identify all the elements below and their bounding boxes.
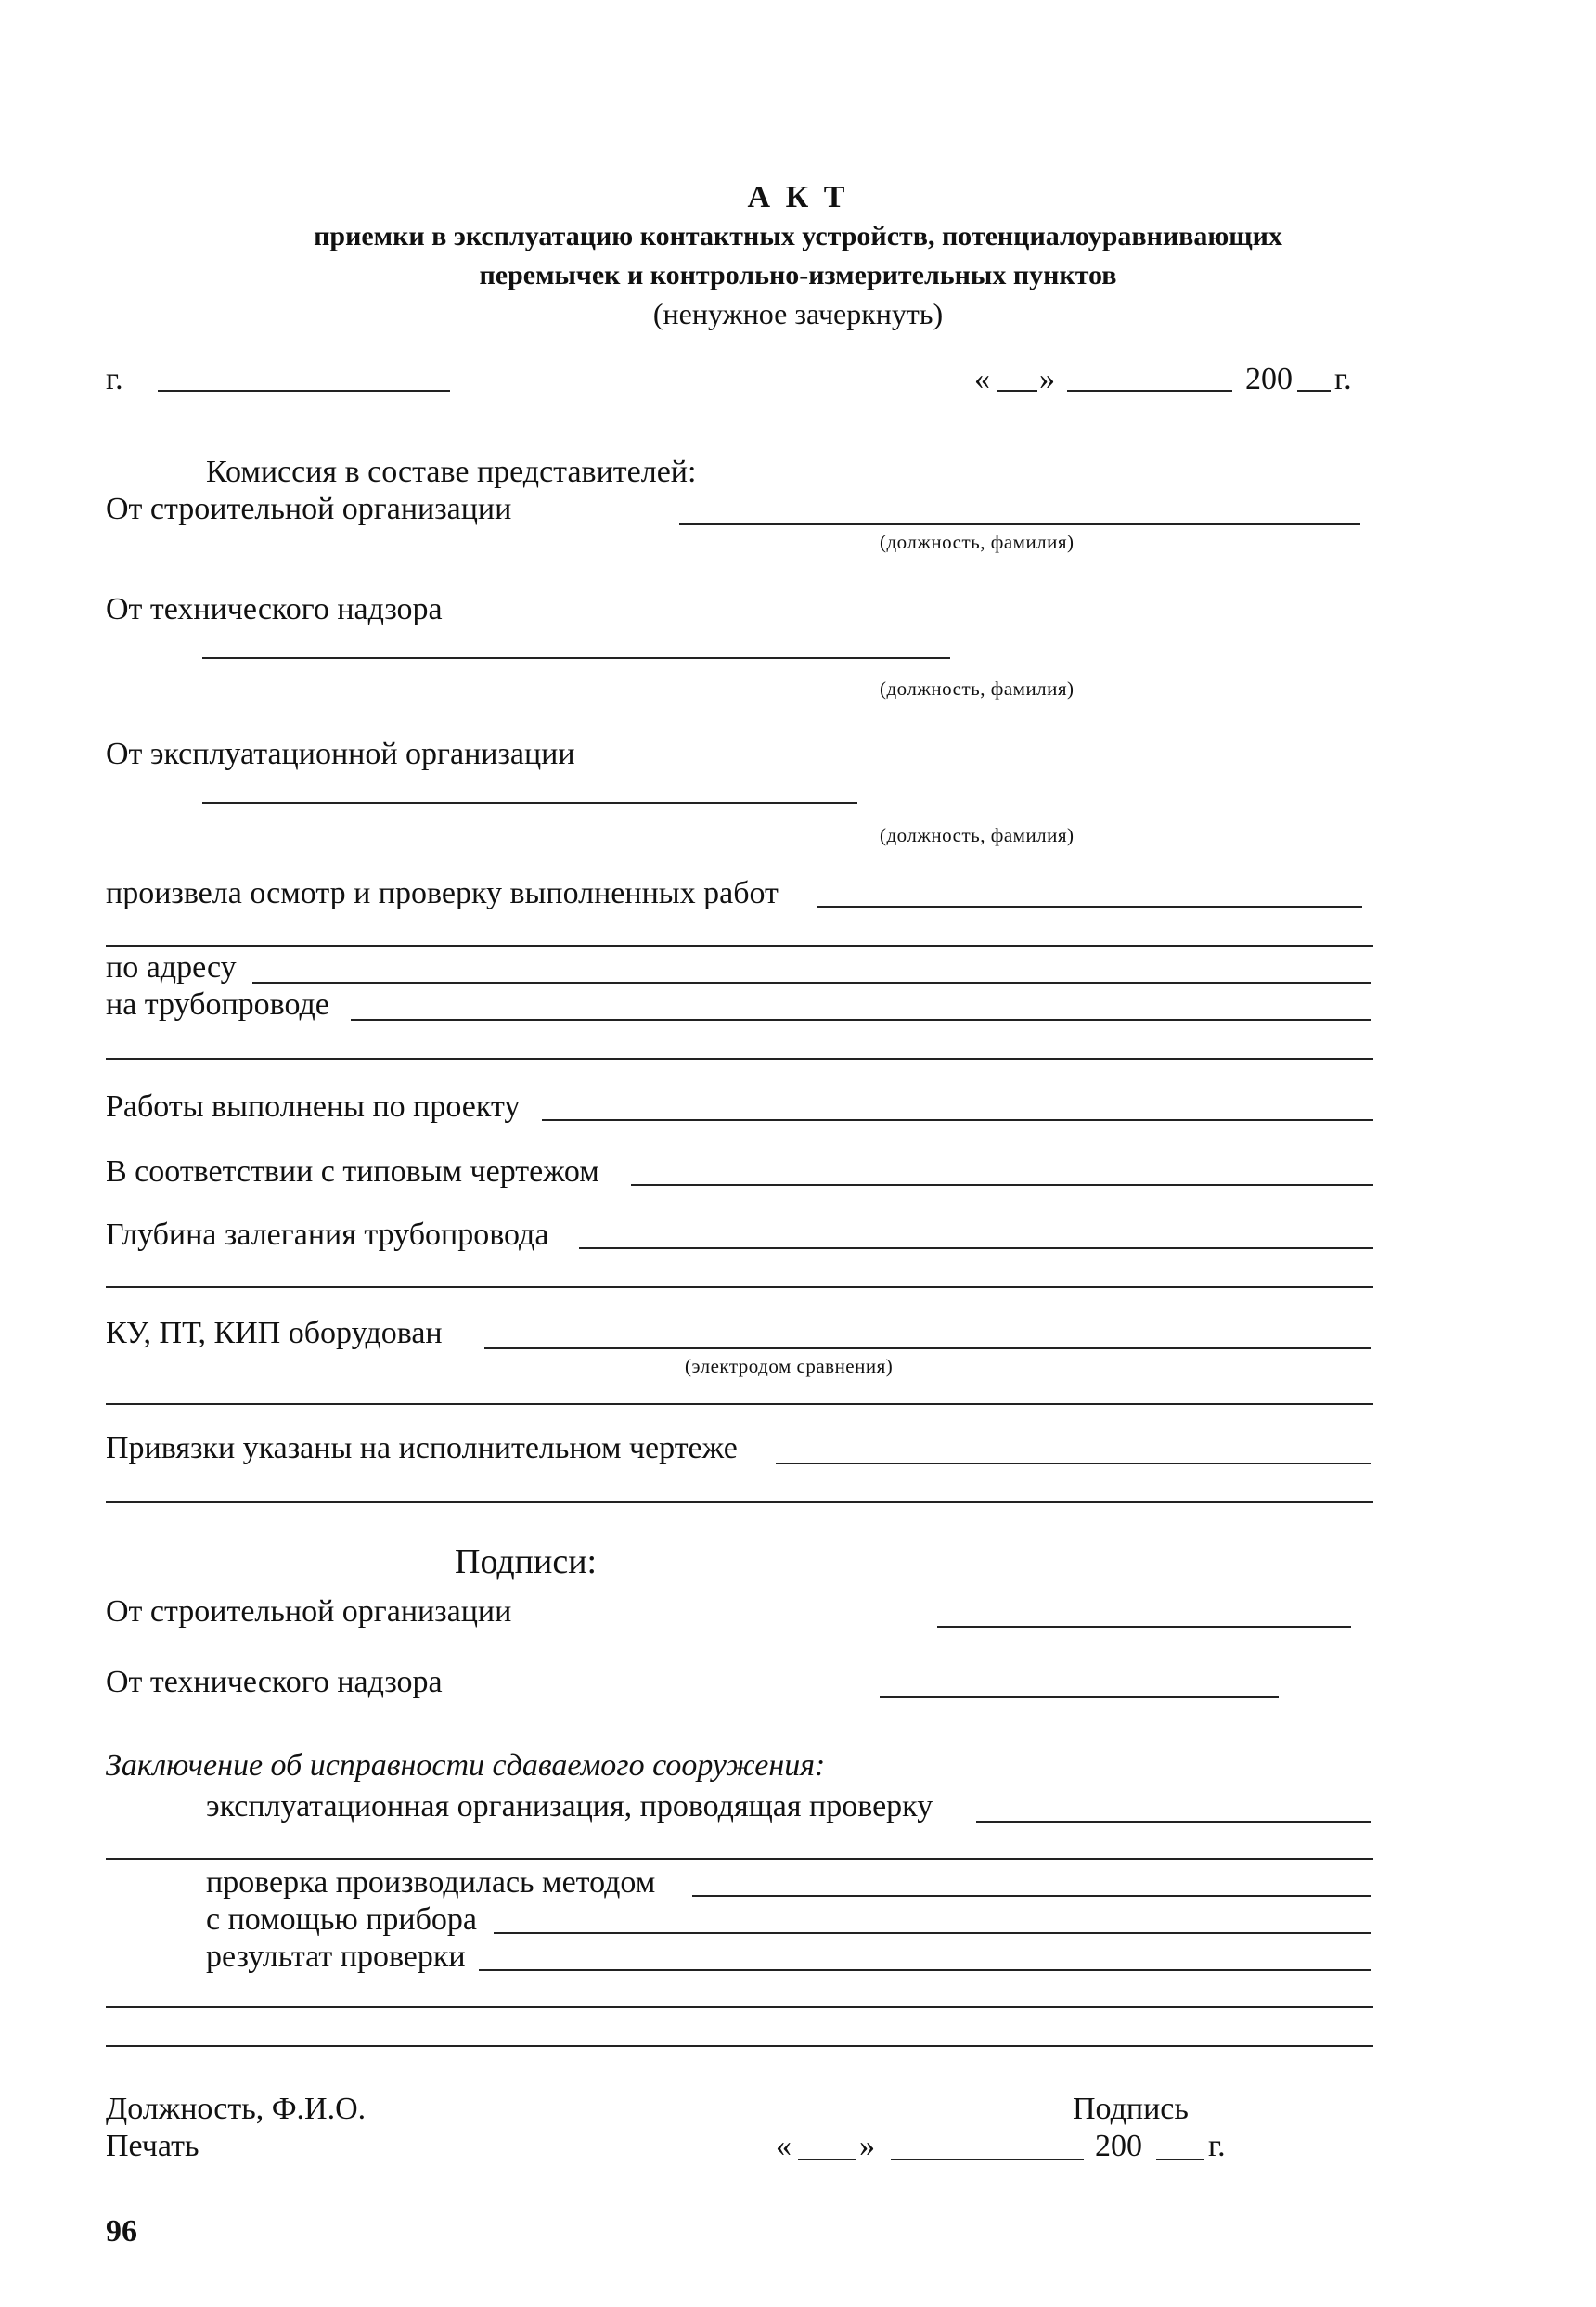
date-month-field[interactable] <box>1067 390 1232 392</box>
conclusion-operating-field[interactable] <box>976 1821 1371 1823</box>
construction-org-field[interactable] <box>679 523 1360 525</box>
footer-year-field[interactable] <box>1156 2159 1204 2160</box>
depth-field-cont[interactable] <box>106 1286 1373 1288</box>
page-number: 96 <box>106 2214 137 2249</box>
commission-intro: Комиссия в составе представителей: <box>206 455 697 489</box>
footer-year-suffix: г. <box>1208 2129 1226 2163</box>
operating-org-field[interactable] <box>202 802 857 804</box>
standard-drawing-field[interactable] <box>631 1184 1373 1186</box>
tech-supervision-hint: (должность, фамилия) <box>880 677 1075 700</box>
date-year-prefix: 200 <box>1245 362 1293 396</box>
conclusion-operating-label: эксплуатационная организация, проводящая проверку <box>206 1789 933 1824</box>
pipeline-label: на трубопроводе <box>106 987 329 1022</box>
construction-org-hint: (должность, фамилия) <box>880 531 1075 553</box>
result-field[interactable] <box>479 1969 1371 1971</box>
date-quote-close: » <box>1039 362 1055 396</box>
document-subtitle-line2: перемычек и контрольно-измерительных пунктов <box>479 260 1117 290</box>
inspection-field-cont[interactable] <box>106 945 1373 947</box>
device-label: с помощью прибора <box>206 1902 478 1937</box>
operating-org-hint: (должность, фамилия) <box>880 824 1075 846</box>
bindings-label: Привязки указаны на исполнительном чертеже <box>106 1431 738 1465</box>
date-quote-open: « <box>974 362 990 396</box>
standard-drawing-label: В соответствии с типовым чертежом <box>106 1154 599 1189</box>
address-field[interactable] <box>252 982 1371 984</box>
date-year-field[interactable] <box>1297 390 1331 392</box>
equipped-field-cont[interactable] <box>106 1403 1373 1405</box>
stamp-label: Печать <box>106 2129 200 2163</box>
signature-construction-label: От строительной организации <box>106 1594 512 1629</box>
city-prefix: г. <box>106 362 123 396</box>
equipped-label: КУ, ПТ, КИП оборудован <box>106 1316 443 1350</box>
pipeline-field-cont[interactable] <box>106 1058 1373 1060</box>
result-label: результат проверки <box>206 1940 466 1974</box>
depth-label: Глубина залегания трубопровода <box>106 1218 549 1252</box>
date-year-suffix: г. <box>1334 362 1352 396</box>
method-label: проверка производилась методом <box>206 1865 656 1900</box>
inspection-field[interactable] <box>817 906 1362 908</box>
tech-supervision-label: От технического надзора <box>106 592 443 626</box>
signature-tech-field[interactable] <box>880 1696 1279 1698</box>
tech-supervision-field[interactable] <box>202 657 950 659</box>
project-field[interactable] <box>542 1119 1373 1121</box>
date-day-field[interactable] <box>997 390 1037 392</box>
signature-construction-field[interactable] <box>937 1626 1351 1628</box>
device-field[interactable] <box>494 1932 1371 1934</box>
address-label: по адресу <box>106 950 237 985</box>
footer-year-prefix: 200 <box>1095 2129 1142 2163</box>
equipped-hint: (электродом сравнения) <box>685 1355 894 1377</box>
operating-org-label: От эксплуатационной организации <box>106 737 575 771</box>
footer-quote-close: » <box>859 2129 875 2163</box>
project-label: Работы выполнены по проекту <box>106 1089 521 1124</box>
pipeline-field[interactable] <box>351 1019 1371 1021</box>
depth-field[interactable] <box>579 1247 1373 1249</box>
document-subtitle-line1: приемки в эксплуатацию контактных устройств, потенциалоуравнивающих <box>314 221 1282 251</box>
signature-tech-label: От технического надзора <box>106 1665 443 1699</box>
city-field[interactable] <box>158 390 450 392</box>
conclusion-operating-field-cont[interactable] <box>106 1858 1373 1860</box>
signature-label: Подпись <box>1073 2092 1189 2126</box>
position-name-label: Должность, Ф.И.О. <box>106 2092 367 2126</box>
footer-day-field[interactable] <box>798 2159 856 2160</box>
result-field-cont1[interactable] <box>106 2006 1373 2008</box>
document-note: (ненужное зачеркнуть) <box>652 297 944 330</box>
construction-org-label: От строительной организации <box>106 492 512 526</box>
document-title: А К Т <box>747 180 849 214</box>
result-field-cont2[interactable] <box>106 2045 1373 2047</box>
method-field[interactable] <box>692 1895 1371 1897</box>
equipped-field[interactable] <box>484 1347 1371 1349</box>
bindings-field[interactable] <box>776 1463 1371 1464</box>
inspection-label: произвела осмотр и проверку выполненных работ <box>106 876 779 910</box>
footer-quote-open: « <box>776 2129 792 2163</box>
signatures-title: Подписи: <box>455 1542 598 1581</box>
bindings-field-cont[interactable] <box>106 1501 1373 1503</box>
conclusion-title: Заключение об исправности сдаваемого сооружения: <box>106 1748 826 1783</box>
footer-month-field[interactable] <box>891 2159 1084 2160</box>
